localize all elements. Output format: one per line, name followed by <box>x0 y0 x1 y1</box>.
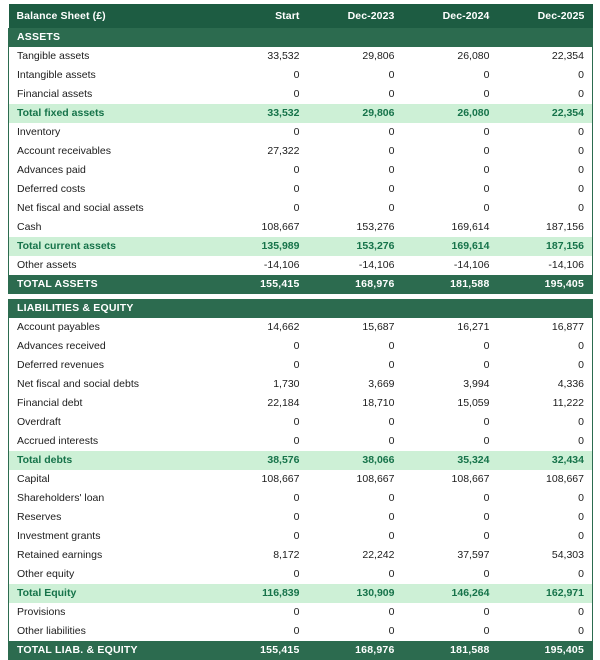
row-value: 0 <box>498 508 593 527</box>
row-value: 0 <box>498 603 593 622</box>
row-label: Other equity <box>9 565 213 584</box>
row-value: 108,667 <box>213 218 308 237</box>
row-label: Advances paid <box>9 161 213 180</box>
row-value: 0 <box>498 565 593 584</box>
row-value: 0 <box>403 85 498 104</box>
row-value: 0 <box>403 489 498 508</box>
row-label: Provisions <box>9 603 213 622</box>
table-header <box>9 4 593 28</box>
row-value: 29,806 <box>308 47 403 66</box>
balance-sheet-table <box>8 4 593 660</box>
row-value: 0 <box>213 337 308 356</box>
row-value: 15,687 <box>308 318 403 337</box>
row-value: 4,336 <box>498 375 593 394</box>
row-value: 0 <box>498 356 593 375</box>
row-value: 38,576 <box>213 451 308 470</box>
row-label: TOTAL LIAB. & EQUITY <box>9 641 213 660</box>
row-value: 0 <box>213 527 308 546</box>
row-value: 135,989 <box>213 237 308 256</box>
row-value: 0 <box>213 413 308 432</box>
row-label: Total current assets <box>9 237 213 256</box>
row-value: 0 <box>403 413 498 432</box>
row-value: 0 <box>308 123 403 142</box>
table-title: Balance Sheet (£) <box>9 4 213 28</box>
row-value: 15,059 <box>403 394 498 413</box>
row-value: 3,669 <box>308 375 403 394</box>
row-value: 116,839 <box>213 584 308 603</box>
row-value: 0 <box>213 603 308 622</box>
row-value: 0 <box>403 603 498 622</box>
row-value: 0 <box>308 66 403 85</box>
section-header-row <box>9 28 593 47</box>
row-value: 8,172 <box>213 546 308 565</box>
row-value: 0 <box>498 66 593 85</box>
row-value: 0 <box>498 527 593 546</box>
row-value: 0 <box>213 356 308 375</box>
row-value: 0 <box>403 161 498 180</box>
column-header-dec-2024: Dec-2024 <box>403 4 498 28</box>
row-value: 0 <box>308 85 403 104</box>
row-value: 0 <box>308 337 403 356</box>
row-label: Account receivables <box>9 142 213 161</box>
row-value: 11,222 <box>498 394 593 413</box>
row-value: 0 <box>403 527 498 546</box>
total-row <box>9 641 593 660</box>
row-value <box>403 28 498 47</box>
row-label: Overdraft <box>9 413 213 432</box>
row-value: -14,106 <box>213 256 308 275</box>
table-row <box>9 565 593 584</box>
subtotal-row <box>9 584 593 603</box>
row-value: 0 <box>403 142 498 161</box>
row-value: 0 <box>308 356 403 375</box>
row-value: 22,354 <box>498 47 593 66</box>
row-value: 0 <box>498 85 593 104</box>
row-value: 0 <box>498 199 593 218</box>
table-row <box>9 527 593 546</box>
row-value: 0 <box>498 161 593 180</box>
row-value: 29,806 <box>308 104 403 123</box>
table-row <box>9 603 593 622</box>
row-value: 0 <box>213 161 308 180</box>
row-value: 0 <box>308 489 403 508</box>
row-value: 155,415 <box>213 275 308 294</box>
row-label: Reserves <box>9 508 213 527</box>
row-value: -14,106 <box>403 256 498 275</box>
row-value <box>498 299 593 318</box>
row-value: -14,106 <box>498 256 593 275</box>
row-value: 1,730 <box>213 375 308 394</box>
row-label: Retained earnings <box>9 546 213 565</box>
row-value: 0 <box>213 123 308 142</box>
row-label: Accrued interests <box>9 432 213 451</box>
row-value: 0 <box>403 199 498 218</box>
row-value: 130,909 <box>308 584 403 603</box>
row-label: Shareholders' loan <box>9 489 213 508</box>
row-value: 187,156 <box>498 237 593 256</box>
table-row <box>9 318 593 337</box>
row-label: Total Equity <box>9 584 213 603</box>
table-row <box>9 375 593 394</box>
row-value: 181,588 <box>403 641 498 660</box>
row-value: 181,588 <box>403 275 498 294</box>
table-row <box>9 432 593 451</box>
row-value: 0 <box>498 622 593 641</box>
row-label: Deferred costs <box>9 180 213 199</box>
subtotal-row <box>9 237 593 256</box>
table-row <box>9 256 593 275</box>
row-value: 169,614 <box>403 218 498 237</box>
row-value: -14,106 <box>308 256 403 275</box>
row-label: Financial assets <box>9 85 213 104</box>
row-value: 0 <box>498 413 593 432</box>
row-value: 0 <box>308 603 403 622</box>
row-value: 35,324 <box>403 451 498 470</box>
row-value: 27,322 <box>213 142 308 161</box>
row-value: 0 <box>403 508 498 527</box>
row-label: Deferred revenues <box>9 356 213 375</box>
subtotal-row <box>9 104 593 123</box>
row-value: 26,080 <box>403 104 498 123</box>
row-value <box>308 299 403 318</box>
row-value: 168,976 <box>308 275 403 294</box>
row-value: 108,667 <box>498 470 593 489</box>
row-label: Intangible assets <box>9 66 213 85</box>
subtotal-row <box>9 451 593 470</box>
row-value: 0 <box>308 161 403 180</box>
row-value: 0 <box>403 356 498 375</box>
row-value: 108,667 <box>308 470 403 489</box>
row-value <box>308 28 403 47</box>
row-value: 0 <box>308 142 403 161</box>
table-row <box>9 123 593 142</box>
table-body <box>9 28 593 660</box>
row-value: 187,156 <box>498 218 593 237</box>
header-row <box>9 4 593 28</box>
row-value: 54,303 <box>498 546 593 565</box>
row-value: 0 <box>498 180 593 199</box>
total-row <box>9 275 593 294</box>
table-row <box>9 356 593 375</box>
table-row <box>9 413 593 432</box>
table-row <box>9 546 593 565</box>
row-label: Account payables <box>9 318 213 337</box>
row-value: 14,662 <box>213 318 308 337</box>
row-value: 0 <box>308 527 403 546</box>
table-row <box>9 85 593 104</box>
table-row <box>9 622 593 641</box>
row-value: 0 <box>498 432 593 451</box>
section-header-row <box>9 299 593 318</box>
row-value: 38,066 <box>308 451 403 470</box>
row-label: Capital <box>9 470 213 489</box>
row-value: 33,532 <box>213 47 308 66</box>
row-value: 22,354 <box>498 104 593 123</box>
row-value: 16,877 <box>498 318 593 337</box>
row-value: 0 <box>403 432 498 451</box>
table-row <box>9 394 593 413</box>
row-value: 0 <box>213 432 308 451</box>
row-value: 0 <box>308 622 403 641</box>
row-value: 0 <box>213 199 308 218</box>
row-value: 0 <box>308 180 403 199</box>
row-value: 146,264 <box>403 584 498 603</box>
row-label: Total fixed assets <box>9 104 213 123</box>
row-value <box>213 28 308 47</box>
row-value: 0 <box>403 565 498 584</box>
row-label: Investment grants <box>9 527 213 546</box>
row-label: Net fiscal and social assets <box>9 199 213 218</box>
row-label: Financial debt <box>9 394 213 413</box>
row-value: 0 <box>403 123 498 142</box>
table-row <box>9 218 593 237</box>
row-label: Cash <box>9 218 213 237</box>
row-value: 155,415 <box>213 641 308 660</box>
row-value <box>498 28 593 47</box>
row-value: 0 <box>403 622 498 641</box>
table-row <box>9 337 593 356</box>
row-value <box>213 299 308 318</box>
row-value: 0 <box>403 337 498 356</box>
table-row <box>9 180 593 199</box>
row-value: 0 <box>308 199 403 218</box>
row-value: 0 <box>213 508 308 527</box>
row-value: 195,405 <box>498 275 593 294</box>
row-value: 0 <box>308 413 403 432</box>
row-value: 0 <box>403 180 498 199</box>
row-value: 32,434 <box>498 451 593 470</box>
row-value: 169,614 <box>403 237 498 256</box>
row-value: 153,276 <box>308 237 403 256</box>
row-value: 16,271 <box>403 318 498 337</box>
row-value: 0 <box>213 622 308 641</box>
row-value: 0 <box>498 123 593 142</box>
row-value: 168,976 <box>308 641 403 660</box>
table-row <box>9 66 593 85</box>
row-label: Other assets <box>9 256 213 275</box>
row-value: 26,080 <box>403 47 498 66</box>
table-row <box>9 470 593 489</box>
row-label: Inventory <box>9 123 213 142</box>
table-row <box>9 508 593 527</box>
row-value: 0 <box>498 489 593 508</box>
row-value: 22,184 <box>213 394 308 413</box>
column-header-dec-2025: Dec-2025 <box>498 4 593 28</box>
row-value: 108,667 <box>213 470 308 489</box>
table-row <box>9 199 593 218</box>
table-row <box>9 47 593 66</box>
row-label: ASSETS <box>9 28 213 47</box>
row-label: Other liabilities <box>9 622 213 641</box>
row-value: 0 <box>308 565 403 584</box>
row-value <box>403 299 498 318</box>
row-value: 0 <box>308 508 403 527</box>
column-header-start: Start <box>213 4 308 28</box>
row-label: TOTAL ASSETS <box>9 275 213 294</box>
table-row <box>9 161 593 180</box>
row-value: 0 <box>213 565 308 584</box>
row-value: 108,667 <box>403 470 498 489</box>
row-value: 0 <box>403 66 498 85</box>
row-value: 0 <box>308 432 403 451</box>
row-value: 195,405 <box>498 641 593 660</box>
row-label: Net fiscal and social debts <box>9 375 213 394</box>
row-value: 153,276 <box>308 218 403 237</box>
row-label: Advances received <box>9 337 213 356</box>
row-value: 0 <box>498 142 593 161</box>
row-value: 33,532 <box>213 104 308 123</box>
row-value: 37,597 <box>403 546 498 565</box>
row-label: LIABILITIES & EQUITY <box>9 299 213 318</box>
row-value: 3,994 <box>403 375 498 394</box>
row-value: 162,971 <box>498 584 593 603</box>
table-row <box>9 142 593 161</box>
row-value: 22,242 <box>308 546 403 565</box>
row-label: Total debts <box>9 451 213 470</box>
row-label: Tangible assets <box>9 47 213 66</box>
row-value: 0 <box>213 85 308 104</box>
row-value: 0 <box>213 66 308 85</box>
table-row <box>9 489 593 508</box>
row-value: 0 <box>213 489 308 508</box>
row-value: 0 <box>213 180 308 199</box>
row-value: 18,710 <box>308 394 403 413</box>
row-value: 0 <box>498 337 593 356</box>
column-header-dec-2023: Dec-2023 <box>308 4 403 28</box>
